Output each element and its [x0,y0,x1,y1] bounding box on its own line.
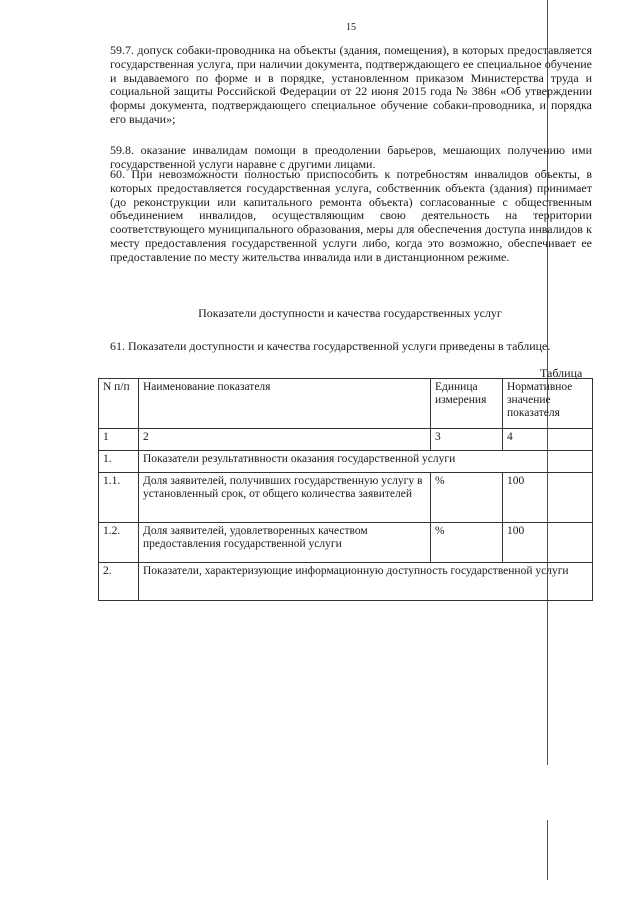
page-number: 15 [346,22,356,33]
header-cell-value: Нормативное значение показателя [503,379,593,429]
table-cell: 1. [99,451,139,473]
paragraph-60: 60. При невозможности полностью приспособить к потребностям инвалидов объекты, в которых предоставляется государственная услуга, собственник объекта (здания) принимает (до реконструкции или капитального ремонта объекта) согласованные с общественным объединением инвалидов, осуществляющим свою деятельность на территории соответствующего муниципального образования, меры для обеспечения доступа инвалидов к месту предоставления государственной услуги либо, когда это возможно, обеспечивает ее предоставление по месту жительства инвалида или в дистанционном режиме. [110,167,592,264]
table-cell: Доля заявителей, получивших государственную услугу в установленный срок, от общего количества заявителей [139,473,431,523]
paragraph-61: 61. Показатели доступности и качества государственной услуги приведены в таблице. [110,339,551,353]
table-cell: 100 [503,473,593,523]
header-cell-unit: Единица измерения [431,379,503,429]
paragraph-59-7: 59.7. допуск собаки-проводника на объекты (здания, помещения), в которых предоставляется государственная услуга, при наличии документа, подтверждающего ее специальное обучение и выдаваемого по форме и в порядке, установленном приказом Министерства труда и социальной защиты Российской Федерации от 22 июня 2015 года № 386н «Об утверждении формы документа, подтверждающего специальное обучение собаки-проводника, и порядка его выдачи»; [110,43,592,126]
scan-artifact-line [547,820,548,880]
table-cell: Доля заявителей, удовлетворенных качеством предоставления государственной услуги [139,523,431,563]
indicators-table [98,378,593,601]
table-cell: Показатели результативности оказания государственной услуги [139,451,593,473]
table-cell: 1.2. [99,523,139,563]
paragraph-59-8: 59.8. оказание инвалидам помощи в преодолении барьеров, мешающих получению ими государственной услуги наравне с другими лицами. [110,143,592,171]
header-cell-name: Наименование показателя [139,379,431,429]
table-cell: 4 [503,429,593,451]
table-header-row [99,379,593,429]
table-cell: 3 [431,429,503,451]
table-cell: % [431,523,503,563]
table-cell: 1 [99,429,139,451]
table-cell: 1.1. [99,473,139,523]
table-row [99,523,593,563]
table-cell: % [431,473,503,523]
table-cell: 100 [503,523,593,563]
table-cell: 2. [99,563,139,601]
table-row [99,451,593,473]
section-heading: Показатели доступности и качества государственных услуг [198,306,502,320]
header-cell-number: N п/п [99,379,139,429]
table-numbering-row [99,429,593,451]
table-label: Таблица [540,366,583,380]
table-row [99,563,593,601]
table-cell: Показатели, характеризующие информационную доступность государственной услуги [139,563,593,601]
table-row [99,473,593,523]
table-cell: 2 [139,429,431,451]
